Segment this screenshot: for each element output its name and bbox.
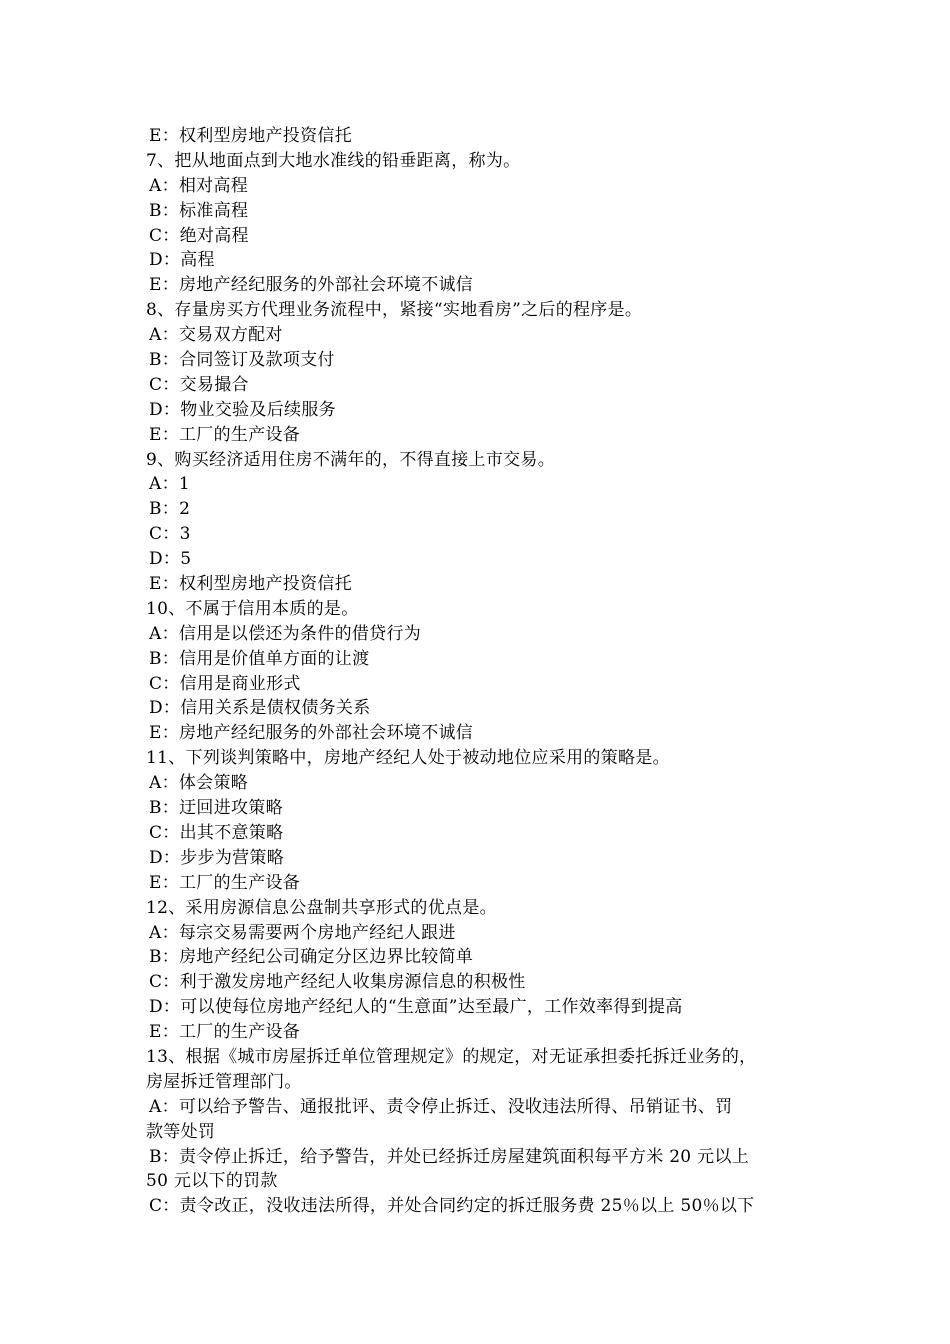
answer-option-line: B：责令停止拆迁，给予警告，并处已经拆迁房屋建筑面积每平方米 20 元以上	[149, 1146, 750, 1167]
question-text-line: 7、把从地面点到大地水准线的铅垂距离，称为。	[146, 150, 521, 171]
answer-option-line: C：出其不意策略	[149, 822, 284, 843]
question-text-line: 款等处罚	[146, 1121, 216, 1142]
answer-option-line: D：信用关系是债权债务关系	[149, 698, 371, 719]
answer-option-line: D：步步为营策略	[149, 847, 285, 868]
answer-option-line: C：利于激发房地产经纪人收集房源信息的积极性	[149, 972, 526, 993]
answer-option-line: B：迂回进攻策略	[149, 798, 283, 819]
question-text-line: 13、根据《城市房屋拆迁单位管理规定》的规定，对无证承担委托拆迁业务的，	[146, 1046, 757, 1067]
answer-option-line: A：可以给予警告、通报批评、责令停止拆迁、没收违法所得、吊销证书、罚	[149, 1096, 733, 1117]
answer-option-line: A：相对高程	[149, 175, 249, 196]
document-page	[146, 124, 826, 1219]
answer-option-line: C：责令改正，没收违法所得，并处合同约定的拆迁服务费 25％以上 50％以下	[149, 1196, 755, 1217]
answer-option-line: D：5	[149, 549, 192, 570]
answer-option-line: A：体会策略	[149, 773, 249, 794]
answer-option-line: E：工厂的生产设备	[149, 1022, 301, 1043]
answer-option-line: E：权利型房地产投资信托	[149, 126, 353, 146]
answer-option-line: B：信用是价值单方面的让渡	[149, 648, 370, 669]
answer-option-line: B：2	[149, 499, 191, 520]
answer-option-line: A：信用是以偿还为条件的借贷行为	[149, 623, 422, 644]
question-text-line: 10、不属于信用本质的是。	[146, 598, 359, 619]
answer-option-line: E：工厂的生产设备	[149, 424, 301, 445]
answer-option-line: E：房地产经纪服务的外部社会环境不诚信	[149, 723, 474, 744]
answer-option-line: E：房地产经纪服务的外部社会环境不诚信	[149, 275, 474, 296]
answer-option-line: C：交易撮合	[149, 374, 249, 395]
answer-option-line: B：标准高程	[149, 200, 249, 221]
answer-option-line: C：信用是商业形式	[149, 673, 301, 694]
answer-option-line: A：交易双方配对	[149, 325, 283, 346]
answer-option-line: E：权利型房地产投资信托	[149, 574, 353, 595]
question-text-line: 8、存量房买方代理业务流程中，紧接“实地看房”之后的程序是。	[146, 300, 643, 321]
answer-option-line: A：1	[149, 474, 190, 495]
answer-option-line: D：可以使每位房地产经纪人的“生意面”达至最广，工作效率得到提高	[149, 997, 683, 1018]
question-text-line: 9、购买经济适用住房不满年的，不得直接上市交易。	[146, 449, 556, 470]
question-text-line: 12、采用房源信息公盘制共享形式的优点是。	[146, 897, 497, 918]
question-text-line: 50 元以下的罚款	[146, 1171, 278, 1192]
question-text-line: 11、下列谈判策略中，房地产经纪人处于被动地位应采用的策略是。	[146, 748, 670, 769]
answer-option-line: A：每宗交易需要两个房地产经纪人跟进	[149, 922, 456, 943]
answer-option-line: C：3	[149, 524, 191, 545]
answer-option-line: D：物业交验及后续服务	[149, 399, 336, 420]
answer-option-line: E：工厂的生产设备	[149, 872, 301, 893]
answer-option-line: B：合同签订及款项支付	[149, 350, 335, 371]
answer-option-line: C：绝对高程	[149, 225, 249, 246]
question-text-line: 房屋拆迁管理部门。	[146, 1071, 302, 1092]
answer-option-line: D：高程	[149, 250, 215, 271]
answer-option-line: B：房地产经纪公司确定分区边界比较简单	[149, 947, 474, 968]
